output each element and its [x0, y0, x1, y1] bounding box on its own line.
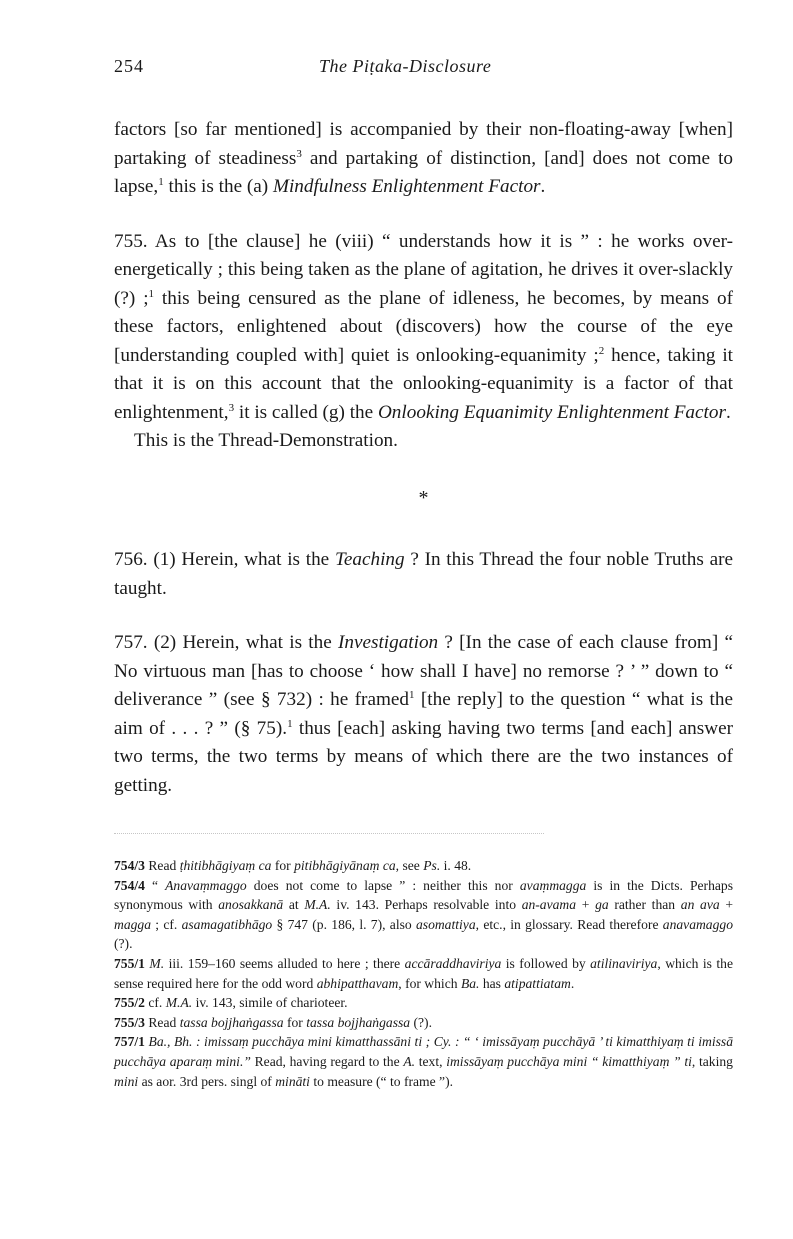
- italic-term: mināti: [275, 1073, 310, 1089]
- text-span: iii. 159–160 seems alluded to here ; there: [164, 955, 405, 971]
- text-span: at: [283, 897, 305, 913]
- text-span: hence, taking it that it is on this account that the onlooking-equanimity is a factor of that enlightenment,: [114, 344, 733, 423]
- text-span: is in the Dicts. Perhaps synonymous with: [114, 877, 733, 913]
- italic-term: anavamaggo: [662, 916, 733, 932]
- italic-term: ṭhitibhāgiyaṃ ca: [179, 858, 272, 873]
- italic-term: pitibhāgiyānaṃ ca: [294, 858, 396, 873]
- text-span: 756. (1) Herein, what is the: [114, 549, 335, 570]
- text-span: as aor. 3rd pers. singl of: [138, 1073, 276, 1089]
- footnote-divider: [114, 833, 544, 834]
- text-span: Read: [144, 1014, 180, 1030]
- italic-term: tassa bojjhaṅgassa: [179, 1014, 284, 1030]
- book-page: [114, 50, 733, 1091]
- italic-term: avaṃmagga: [519, 877, 587, 893]
- footnote-marker: 1: [409, 689, 415, 701]
- italic-term: M.A.: [165, 995, 193, 1011]
- text-span: § 747 (p. 186, l. 7), also: [272, 916, 416, 932]
- italic-term: tassa bojjhaṅgassa: [306, 1014, 411, 1030]
- italic-term: Mindfulness Enlightenment Factor: [272, 176, 541, 197]
- footnote-marker: 3: [228, 401, 235, 414]
- footnote-ref: 755/2: [114, 995, 145, 1011]
- text-span: 757. (2) Herein, what is the: [114, 632, 338, 653]
- text-span: and partaking of distinction, [and] does not come to lapse,: [114, 147, 733, 197]
- text-span: rather than: [608, 897, 681, 913]
- footnote-marker: 3: [296, 147, 302, 160]
- text-span: 755. As to [the clause] he (viii) “ understands how it is ” : he works over-energetically ; this being taken as the plane of agitation, he drives it over-slackly (?) ;: [114, 230, 733, 309]
- italic-term: Onlooking Equanimity Enlightenment Factor: [377, 401, 726, 423]
- italic-term: A.: [403, 1053, 416, 1069]
- running-title: The Piṭaka-Disclosure: [319, 56, 492, 76]
- text-span: [the reply] to the question “ what is the aim of . . . ? ” (§ 75).: [114, 689, 734, 739]
- text-span: “: [144, 877, 166, 893]
- italic-term: Investigation: [337, 632, 439, 653]
- footnotes: [114, 856, 733, 1091]
- text-span: Read, having regard to the: [250, 1053, 404, 1069]
- text-span: iv. 143. Perhaps resolvable into: [330, 897, 522, 913]
- paragraph-754-continued: [114, 116, 733, 202]
- section-separator: *: [418, 486, 429, 509]
- text-span: is followed by: [501, 955, 591, 971]
- text-span: for: [283, 1014, 307, 1030]
- thread-demonstration-line: This is the Thread-Demonstration.: [134, 430, 398, 451]
- footnote-marker: 1: [148, 287, 155, 300]
- text-span: it is called (g) the: [234, 401, 378, 423]
- italic-term: accāraddhaviriya: [404, 955, 502, 971]
- italic-term: atipattiatam: [504, 975, 571, 991]
- italic-term: asamagatibhāgo: [181, 916, 273, 932]
- text-span: , which is the sense required here for the odd word: [114, 955, 733, 991]
- text-span: Read: [144, 858, 180, 873]
- italic-term: abhipatthavam: [316, 975, 399, 991]
- text-span: (?).: [410, 1014, 432, 1030]
- footnote-ref: 755/3: [114, 1014, 145, 1030]
- text-span: i. 48.: [440, 858, 472, 873]
- running-head: [114, 50, 733, 84]
- italic-term: mini: [114, 1073, 139, 1089]
- footnote-754-4: [114, 876, 733, 954]
- italic-term: Ba., Bh. : imissaṃ pucchāya mini kimatthassāni ti ; Cy. : “ ‘ imissāyaṃ pucchāyā ’ ti kimatthiyaṃ ti imissā pucchāya aparaṃ mini.”: [114, 1034, 733, 1069]
- text-span: , etc., in glossary. Read therefore: [475, 916, 663, 932]
- footnote-ref: 755/1: [114, 955, 145, 971]
- text-span: to measure (“ to frame ”).: [309, 1073, 454, 1089]
- italic-term: anosakkanā: [218, 897, 284, 913]
- text-span: iv. 143, simile of charioteer.: [192, 995, 348, 1011]
- italic-term: magga: [114, 916, 152, 932]
- footnote-755-1: [114, 954, 733, 993]
- italic-term: M.A.: [304, 897, 331, 913]
- footnote-ref: 754/4: [114, 877, 145, 893]
- italic-term: ga: [595, 897, 609, 913]
- text-span: this is the (a): [163, 176, 273, 197]
- footnote-755-2: [114, 993, 733, 1013]
- text-span: for: [271, 858, 295, 873]
- footnote-757-1: [114, 1032, 733, 1091]
- italic-term: asomattiya: [415, 916, 476, 932]
- footnote-marker: 2: [598, 344, 605, 357]
- text-span: , for which: [398, 975, 461, 991]
- italic-term: an ava: [680, 897, 720, 913]
- text-span: .: [570, 975, 575, 991]
- paragraph-757: [114, 629, 733, 800]
- text-span: factors [so far mentioned] is accompanied by their non-floating-away [when] partaking of steadiness: [114, 119, 733, 169]
- italic-term: Anavaṃmaggo: [165, 877, 247, 893]
- text-span: has: [479, 975, 505, 991]
- italic-term: M.: [149, 955, 165, 971]
- text-span: cf.: [144, 995, 166, 1011]
- text-span: , taking: [691, 1053, 733, 1069]
- text-span: (?).: [114, 936, 133, 952]
- text-span: , see: [395, 858, 424, 873]
- footnote-ref: 757/1: [114, 1034, 145, 1050]
- paragraph-755: [114, 228, 733, 428]
- italic-term: imissāyaṃ pucchāya mini “ kimatthiyaṃ ” ti: [446, 1053, 692, 1069]
- main-text: [114, 116, 733, 800]
- footnote-ref: 754/3: [114, 858, 145, 873]
- footnote-marker: 1: [158, 176, 164, 188]
- text-span: .: [540, 176, 546, 197]
- footnote-754-3: [114, 856, 733, 876]
- paragraph-756: [114, 546, 733, 603]
- text-span: ; cf.: [151, 916, 182, 932]
- text-span: ? In this Thread the four noble Truths are taught.: [114, 549, 733, 599]
- text-span: text,: [415, 1053, 447, 1069]
- text-span: does not come to lapse ” : neither this nor: [246, 877, 520, 893]
- text-span: thus [each] asking having two terms [and each] answer two terms, the two terms by means of which there are the two instances of getting.: [114, 717, 733, 796]
- footnote-755-3: [114, 1013, 733, 1033]
- italic-term: Teaching: [334, 549, 405, 570]
- italic-term: Ps.: [423, 858, 441, 873]
- italic-term: atilinaviriya: [590, 955, 658, 971]
- text-span: +: [576, 897, 596, 913]
- text-span: .: [725, 401, 731, 423]
- footnote-marker: 1: [287, 717, 293, 730]
- text-span: this being censured as the plane of idleness, he becomes, by means of these factors, enlightened about (discovers) how the course of the eye [understanding coupled with] quiet is onlooking-equanimity ;: [114, 287, 733, 366]
- text-span: +: [719, 897, 733, 913]
- italic-term: an-avama: [521, 897, 577, 913]
- italic-term: Ba.: [460, 975, 480, 991]
- text-span: ? [In the case of each clause from] “ No virtuous man [has to choose ‘ how shall I have] no remorse ? ’ ” down to “ deliverance ” (see § 732) : he framed: [114, 632, 733, 710]
- page-number: 254: [114, 56, 144, 76]
